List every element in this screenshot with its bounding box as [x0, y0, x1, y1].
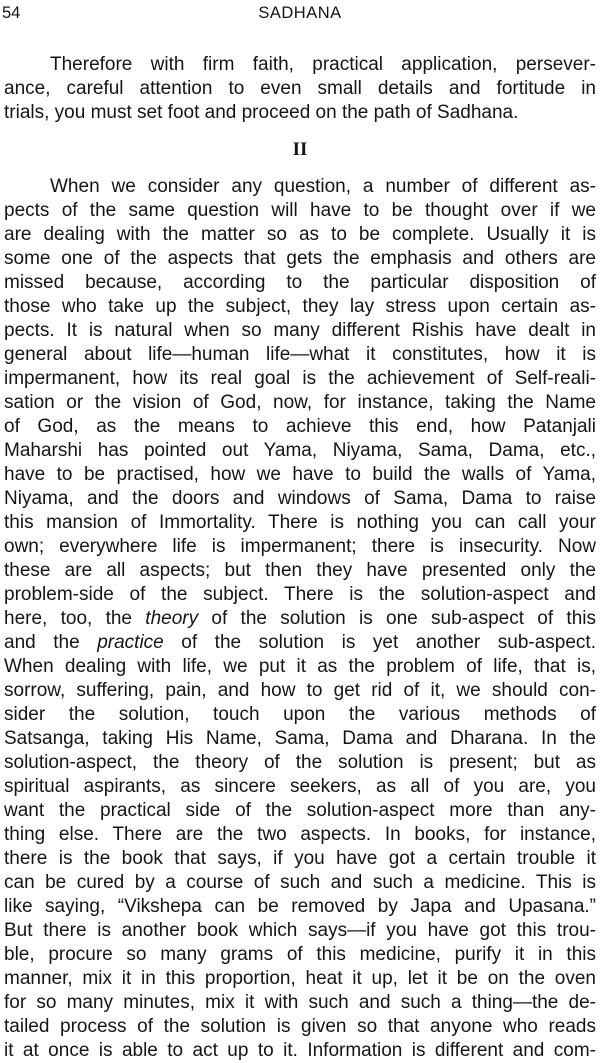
text-line: problem-side of the subject. There is the solution-aspect and — [4, 584, 596, 605]
text-line: this mansion of Immortality. There is nothing you can call your — [4, 512, 596, 533]
text-line: Satsanga, taking His Name, Sama, Dama and Dharana. In the — [4, 728, 596, 749]
text-line: pects. It is natural when so many different Rishis have dealt in — [4, 320, 596, 341]
text-line: those who take up the subject, they lay stress upon certain as- — [4, 296, 596, 317]
text-line: are dealing with the matter so as to be complete. Usually it is — [4, 224, 596, 245]
text-line: it at once is able to act up to it. Information is different and com- — [4, 1040, 596, 1061]
text-line: want the practical side of the solution-aspect more than any- — [4, 800, 596, 821]
page-number: 54 — [2, 4, 21, 22]
text-line: When we consider any question, a number of different as- — [50, 176, 596, 197]
text-line: Therefore with firm faith, practical application, persever- — [50, 54, 596, 75]
text-line: ance, careful attention to even small details and fortitude in — [4, 78, 596, 99]
text-line: sorrow, suffering, pain, and how to get rid of it, we should con- — [4, 680, 596, 701]
running-title: SADHANA — [258, 4, 342, 22]
text-line: When dealing with life, we put it as the problem of life, that is, — [4, 656, 596, 677]
paragraph-main — [4, 175, 596, 1063]
emphasis: theory — [145, 608, 199, 629]
section-heading: II — [292, 139, 308, 160]
text-line: sider the solution, touch upon the various methods of — [4, 704, 596, 725]
text-line: there is the book that says, if you have got a certain trouble it — [4, 848, 596, 869]
text-line: Maharshi has pointed out Yama, Niyama, Sama, Dama, etc., — [4, 440, 596, 461]
running-head — [2, 2, 598, 24]
text-line: have to be practised, how we have to build the walls of Yama, — [4, 464, 596, 485]
text-line: for so many minutes, mix it with such and such a thing—the de- — [4, 992, 596, 1013]
text-line: general about life—human life—what it constitutes, how it is — [4, 344, 596, 365]
text-line: manner, mix it in this proportion, heat it up, let it be on the oven — [4, 968, 596, 989]
text-line: some one of the aspects that gets the emphasis and others are — [4, 248, 596, 269]
text-line: thing else. There are the two aspects. In books, for instance, — [4, 824, 596, 845]
text-line: these are all aspects; but then they have presented only the — [4, 560, 596, 581]
text-line: of God, as the means to achieve this end, how Patanjali — [4, 416, 596, 437]
paragraph-intro — [4, 53, 596, 125]
text-line: But there is another book which says—if you have got this trou- — [4, 920, 596, 941]
text-line: spiritual aspirants, as sincere seekers, as all of you are, you — [4, 776, 596, 797]
text-line: own; everywhere life is impermanent; there is insecurity. Now — [4, 536, 596, 557]
text-line: ble, procure so many grams of this medicine, purify it in this — [4, 944, 596, 965]
text-line: sation or the vision of God, now, for instance, taking the Name — [4, 392, 596, 413]
text-line: like saying, “Vikshepa can be removed by Japa and Upasana.” — [4, 896, 596, 917]
text-line: and the practice of the solution is yet another sub-aspect. — [4, 632, 596, 653]
text-line: missed because, according to the particular disposition of — [4, 272, 596, 293]
text-line: trials, you must set foot and proceed on the path of Sadhana. — [4, 102, 519, 123]
text-line: Niyama, and the doors and windows of Sama, Dama to raise — [4, 488, 596, 509]
emphasis: practice — [97, 632, 164, 653]
text-line: impermanent, how its real goal is the achievement of Self-reali- — [4, 368, 596, 389]
text-line: here, too, the theory of the solution is one sub-aspect of this — [4, 608, 596, 629]
text-line: pects of the same question will have to be thought over if we — [4, 200, 596, 221]
text-line: tailed process of the solution is given so that anyone who reads — [4, 1016, 596, 1037]
text-line: can be cured by a course of such and such a medicine. This is — [4, 872, 596, 893]
body-text — [4, 53, 596, 1063]
text-line: solution-aspect, the theory of the solution is present; but as — [4, 752, 596, 773]
